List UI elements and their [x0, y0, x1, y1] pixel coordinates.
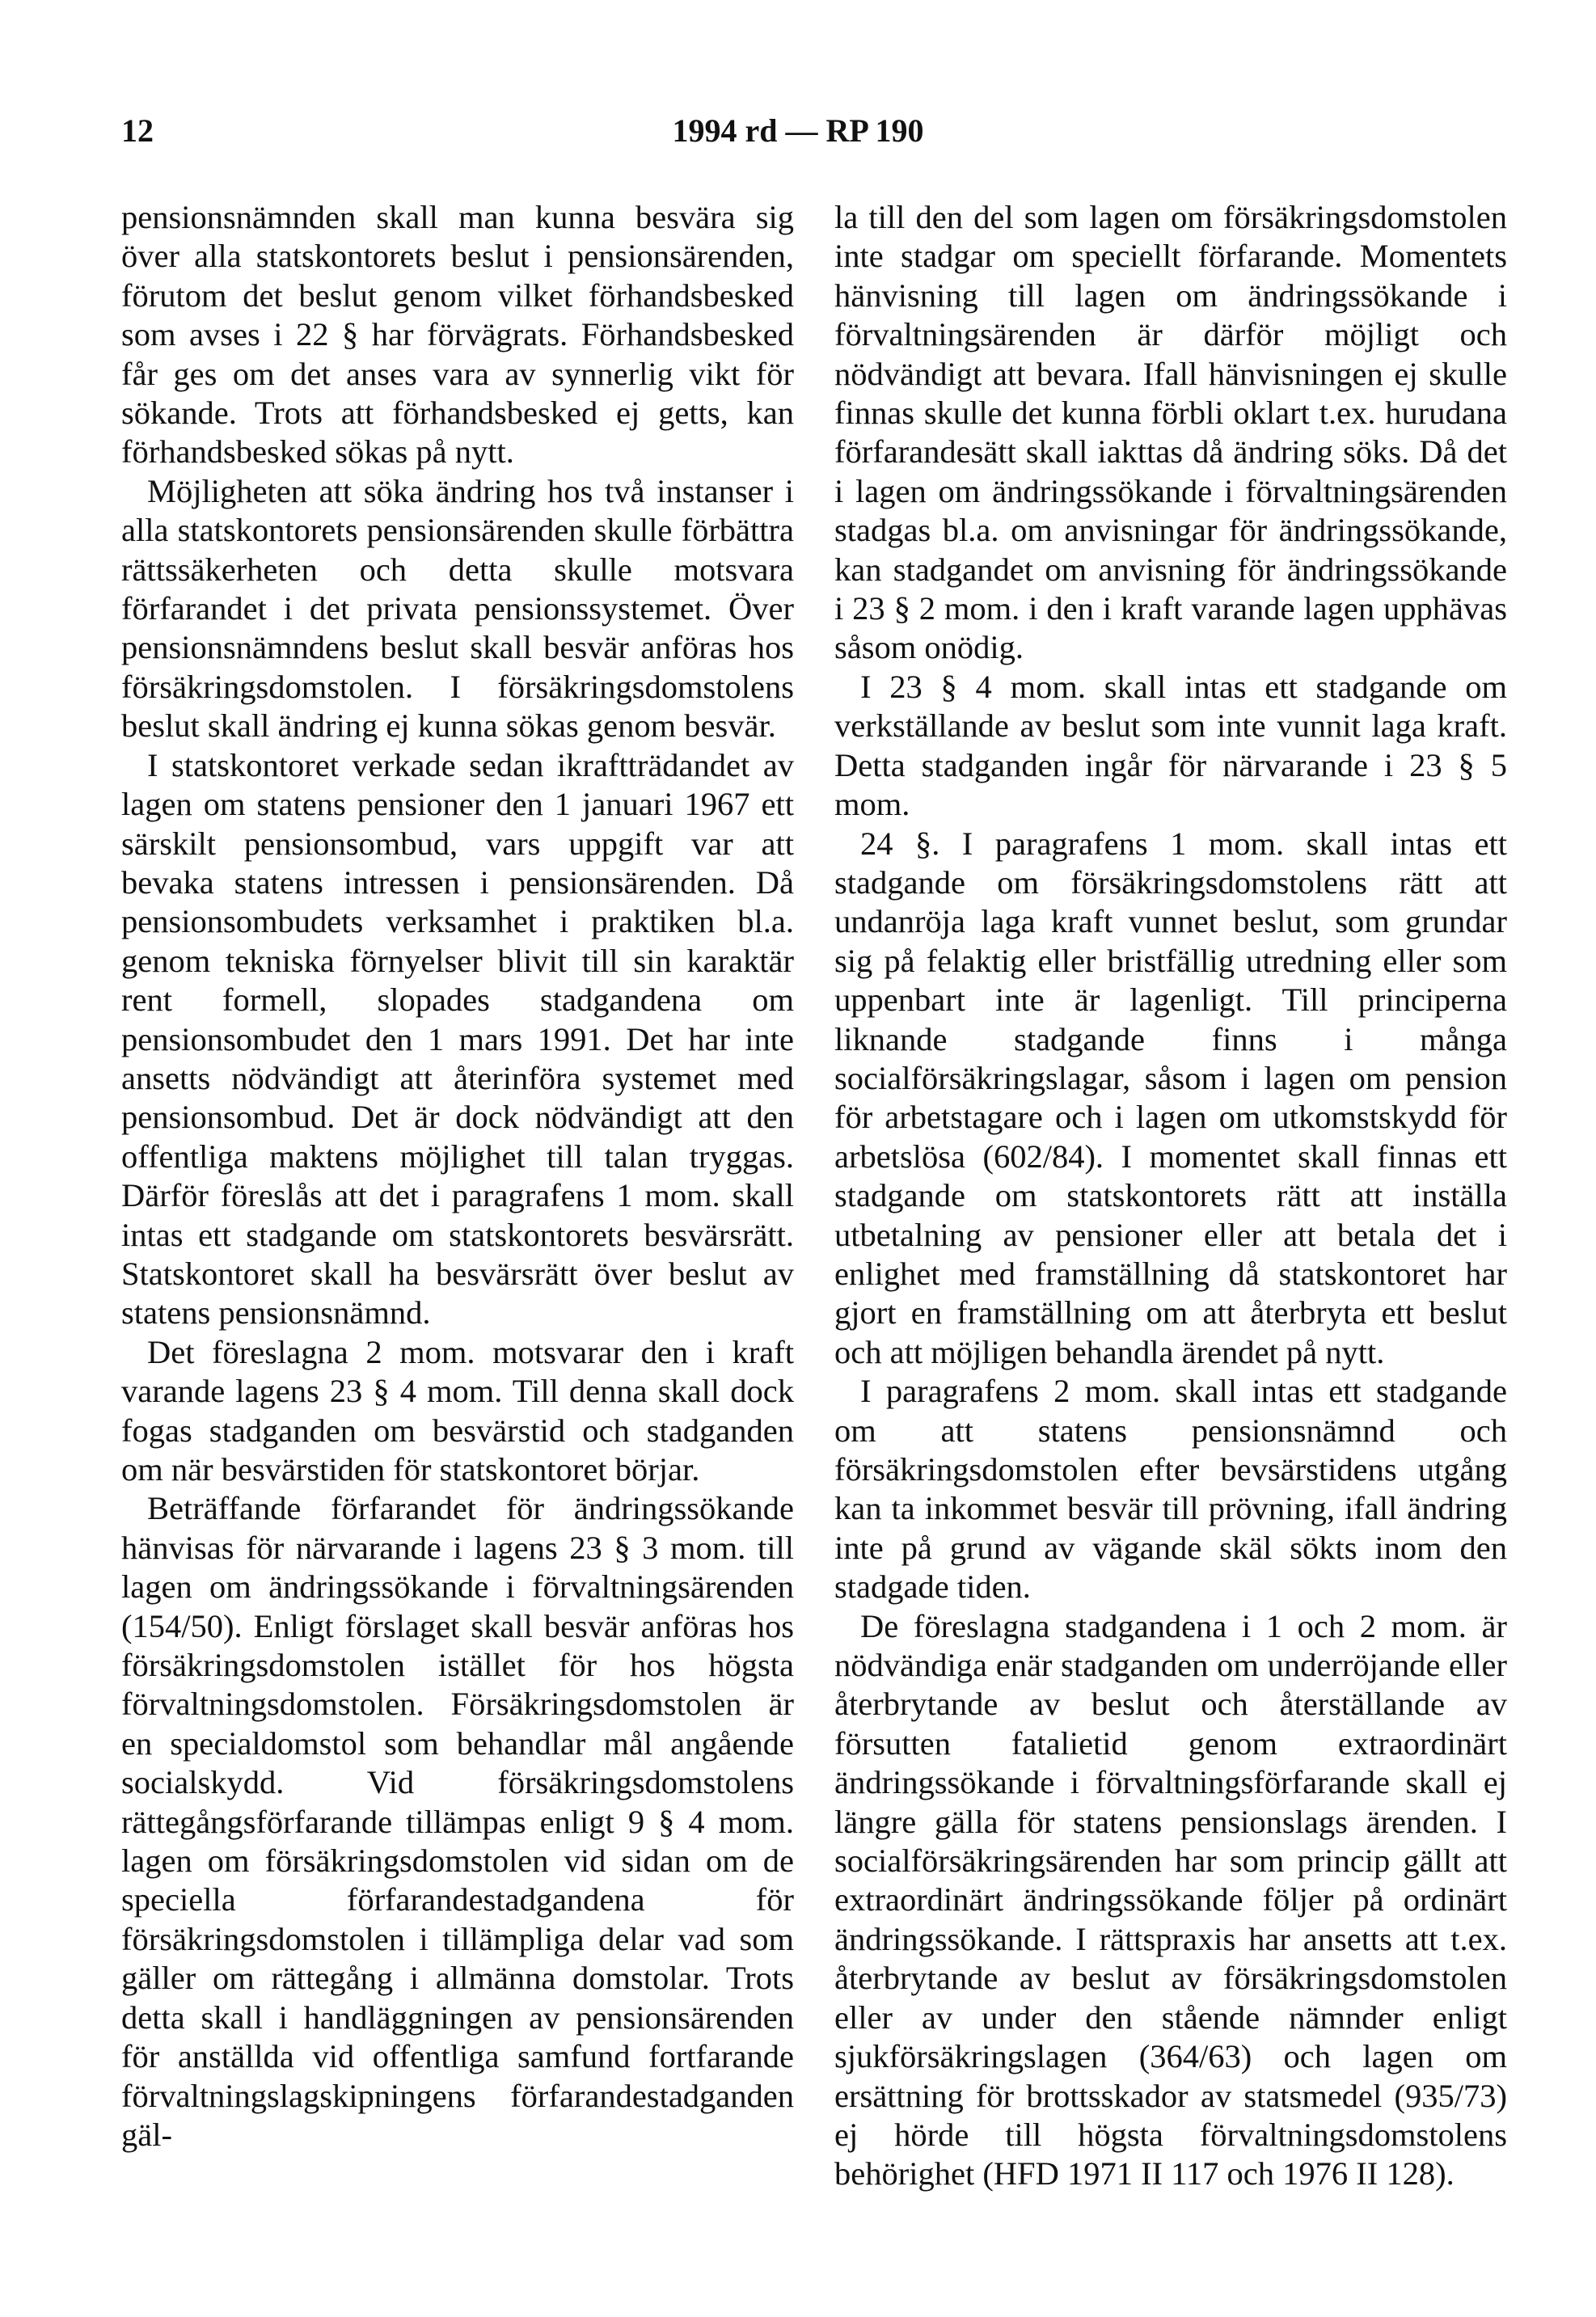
- right-column: [834, 198, 1507, 2194]
- paragraph: I paragrafens 2 mom. skall intas ett stadgande om att statens pensionsnämnd och försäkringsdomstolen efter bevsärstidens utgång kan ta inkommet besvär till prövning, ifall ändring inte på grund av vägande skäl sökts inom den stadgade tiden.: [834, 1373, 1507, 1606]
- paragraph: la till den del som lagen om försäkringsdomstolen inte stadgar om speciellt förfarande. Momentets hänvisning till lagen om ändringssökande i förvaltningsärenden är därför möjligt och nödvändigt att bevara. Ifall hänvisningen ej skulle finnas skulle det kunna förbli oklart t.ex. hurudana förfarandesätt skall iakttas då ändring söks. Då det i lagen om ändringssökande i förvaltningsärenden stadgas bl.a. om anvisningar för ändringssökande, kan stadgandet om anvisning för ändringssökande i 23 § 2 mom. i den i kraft varande lagen upphävas såsom onödig.: [834, 199, 1507, 666]
- paragraph: Möjligheten att söka ändring hos två instanser i alla statskontorets pensionsärenden skulle förbättra rättssäkerheten och detta skulle motsvara förfarandet i det privata pensionssystemet. Över pensionsnämndens beslut skall besvär anföras hos försäkringsdomstolen. I försäkringsdomstolens beslut skall ändring ej kunna sökas genom besvär.: [121, 472, 794, 745]
- left-column: [121, 198, 794, 2155]
- paragraph: Beträffande förfarandet för ändringssökande hänvisas för närvarande i lagens 23 § 3 mom. till lagen om ändringssökande i förvaltningsärenden (154/50). Enligt förslaget skall besvär anföras hos försäkringsdomstolen istället för hos högsta förvaltningsdomstolen. Försäkringsdomstolen är en specialdomstol som behandlar mål angående socialskydd. Vid försäkringsdomstolens rättegångsförfarande tillämpas enligt 9 § 4 mom. lagen om försäkringsdomstolen vid sidan om de speciella förfarandestadgandena för försäkringsdomstolen i tillämpliga delar vad som gäller om rättegång i allmänna domstolar. Trots detta skall i handläggningen av pensionsärenden för anställda vid offentliga samfund fortfarande förvaltningslagskipningens förfarandestadganden gäl-: [121, 1490, 794, 2153]
- paragraph: Det föreslagna 2 mom. motsvarar den i kraft varande lagens 23 § 4 mom. Till denna skall dock fogas stadganden om besvärstid och stadganden om när besvärstiden för statskontoret börjar.: [121, 1333, 794, 1488]
- paragraph: De föreslagna stadgandena i 1 och 2 mom. är nödvändiga enär stadganden om underröjande eller återbrytande av beslut och återställande av försutten fatalietid genom extraordinärt ändringssökande i förvaltningsförfarande skall ej längre gälla för statens pensionslags ärenden. I socialförsäkringsärenden har som princip gällt att extraordinärt ändringssökande följer på ordinärt ändringssökande. I rättspraxis har ansetts att t.ex. återbrytande av beslut av försäkringsdomstolen eller av under den stående nämnder enligt sjukförsäkringslagen (364/63) och lagen om ersättning för brottsskador av statsmedel (935/73) ej hörde till högsta förvaltningsdomstolens behörighet (HFD 1971 II 117 och 1976 II 128).: [834, 1607, 1507, 2192]
- paragraph: pensionsnämnden skall man kunna besvära sig över alla statskontorets beslut i pensionsärenden, förutom det beslut genom vilket förhandsbesked som avses i 22 § har förvägrats. Förhandsbesked får ges om det anses vara av synnerlig vikt för sökande. Trots att förhandsbesked ej getts, kan förhandsbesked sökas på nytt.: [121, 199, 794, 471]
- page-header: [121, 112, 1475, 160]
- page-number: 12: [121, 112, 154, 149]
- paragraph: I 23 § 4 mom. skall intas ett stadgande om verkställande av beslut som inte vunnit laga kraft. Detta stadganden ingår för närvarande i 23 § 5 mom.: [834, 668, 1507, 823]
- running-title: 1994 rd — RP 190: [672, 112, 924, 149]
- paragraph: I statskontoret verkade sedan ikraftträdandet av lagen om statens pensioner den 1 januari 1967 ett särskilt pensionsombud, vars uppgift var att bevaka statens intressen i pensionsärenden. Då pensionsombudets verksamhet i praktiken bl.a. genom tekniska förnyelser blivit till sin karaktär rent formell, slopades stadgandena om pensionsombudet den 1 mars 1991. Det har inte ansetts nödvändigt att återinföra systemet med pensionsombud. Det är dock nödvändigt att den offentliga maktens möjlighet till talan tryggas. Därför föreslås att det i paragrafens 1 mom. skall intas ett stadgande om statskontorets besvärsrätt. Statskontoret skall ha besvärsrätt över beslut av statens pensionsnämnd.: [121, 746, 794, 1332]
- paragraph: 24 §. I paragrafens 1 mom. skall intas ett stadgande om försäkringsdomstolens rätt att undanröja laga kraft vunnet beslut, som grundar sig på felaktig eller bristfällig utredning eller som uppenbart inte är lagenligt. Till principerna liknande stadgande finns i många socialförsäkringslagar, såsom i lagen om pension för arbetstagare och i lagen om utkomstskydd för arbetslösa (602/84). I momentet skall finnas ett stadgande om statskontorets rätt att inställa utbetalning av pensioner eller att betala det i enlighet med framställning då statskontoret har gjort en framställning om att återbryta ett beslut och att möjligen behandla ärendet på nytt.: [834, 825, 1507, 1370]
